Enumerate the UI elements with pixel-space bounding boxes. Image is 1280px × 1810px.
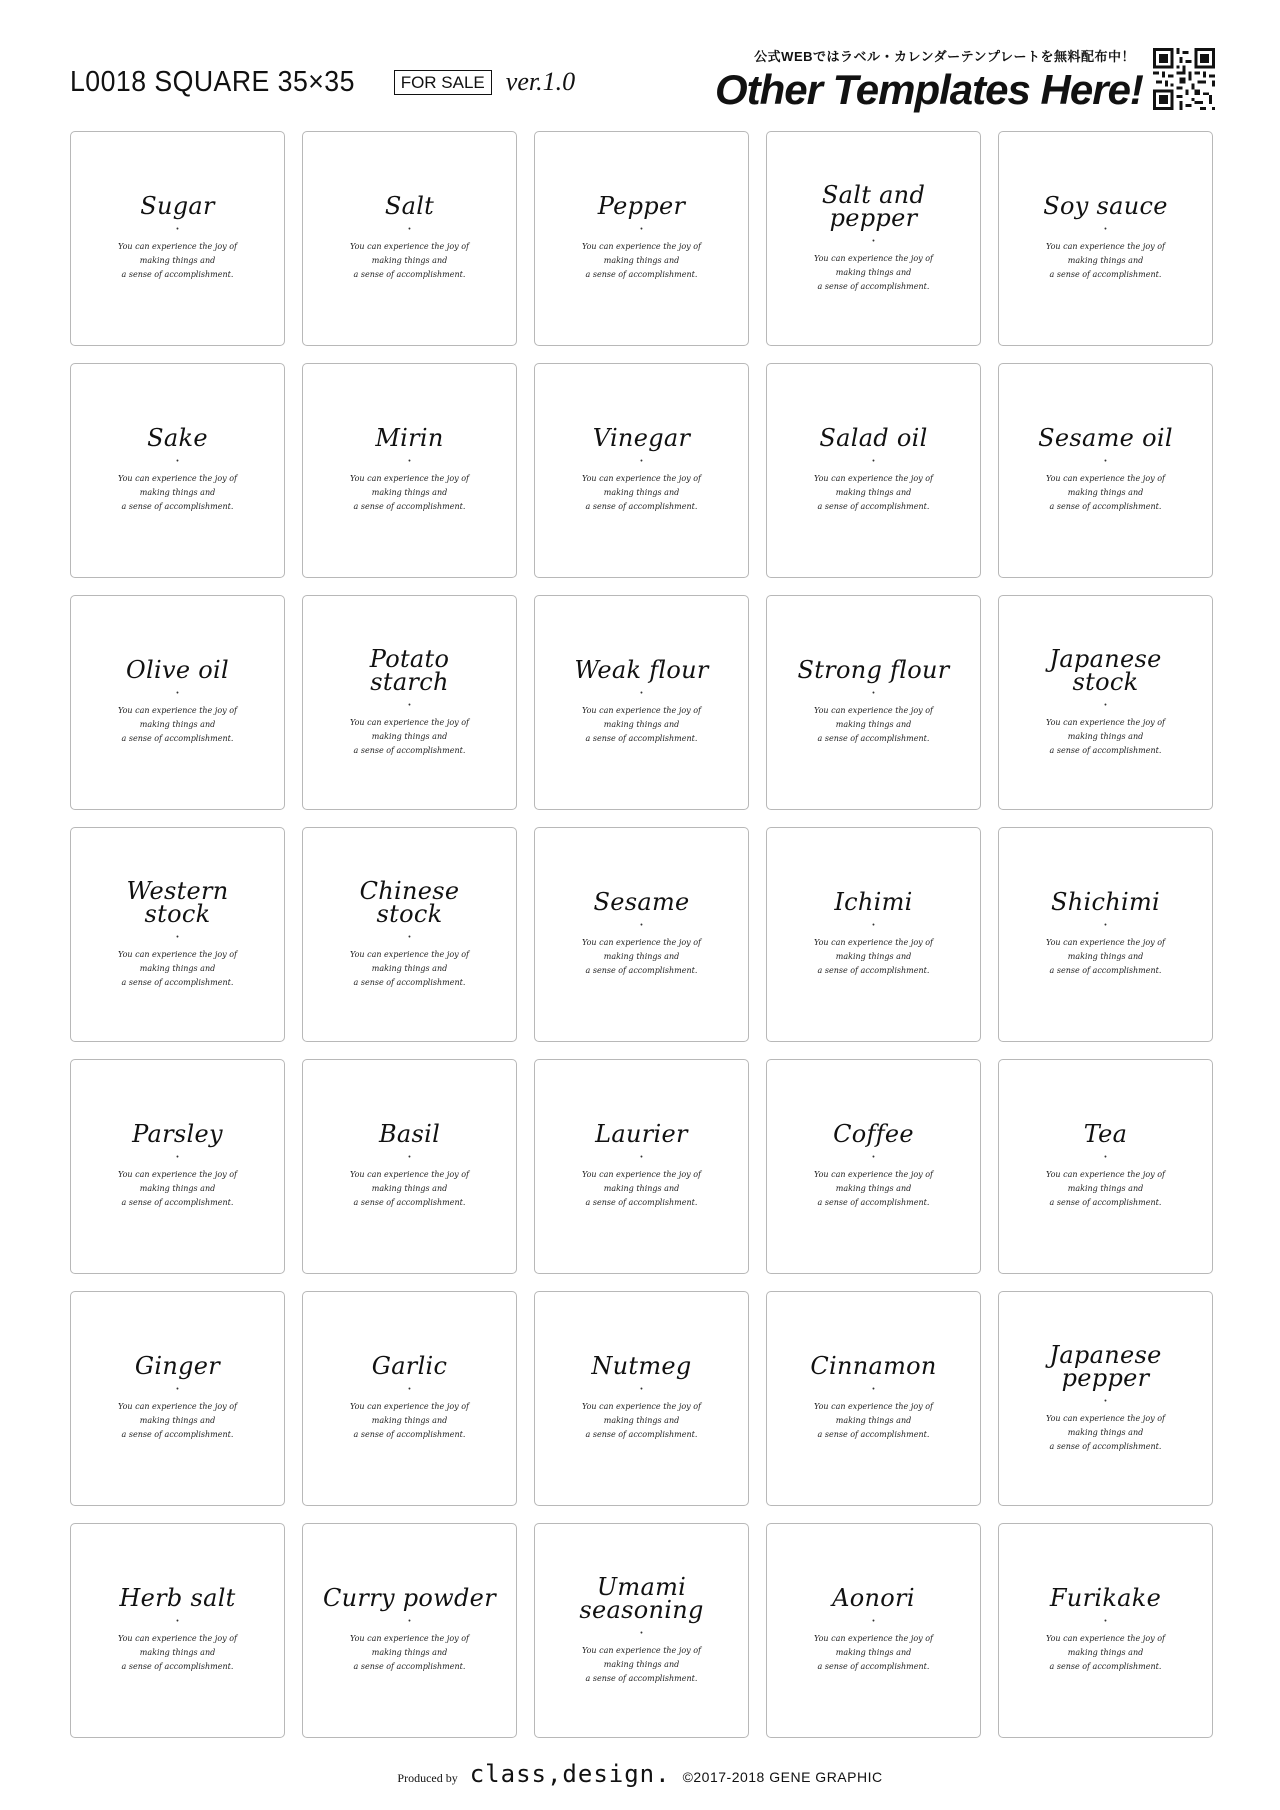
separator-dot: • <box>872 1154 875 1161</box>
label-name: Mirin <box>375 424 444 452</box>
separator-dot: • <box>1104 701 1107 709</box>
label-card-3[interactable] <box>534 131 749 346</box>
separator-dot: • <box>176 1618 179 1625</box>
label-description: You can experience the joy of making things and a sense of accomplishment. <box>582 1645 701 1683</box>
label-card-12[interactable] <box>302 595 517 810</box>
label-description: You can experience the joy of making things and a sense of accomplishment. <box>118 474 237 511</box>
separator-dot: • <box>408 226 411 233</box>
label-card-24[interactable] <box>766 1059 981 1274</box>
label-name: Curry powder <box>323 1584 496 1612</box>
label-card-18[interactable] <box>534 827 749 1042</box>
separator-dot: • <box>1104 922 1107 929</box>
label-description: You can experience the joy of making things and a sense of accomplishment. <box>582 474 701 511</box>
label-description: You can experience the joy of making things and a sense of accomplishment. <box>582 706 701 743</box>
separator-dot: • <box>176 458 179 465</box>
label-card-1[interactable] <box>70 131 285 346</box>
label-name: Strong flour <box>797 656 950 684</box>
label-name: Shichimi <box>1051 888 1160 916</box>
label-card-4[interactable] <box>766 131 981 346</box>
label-description: You can experience the joy of making things and a sense of accomplishment. <box>1046 1413 1165 1451</box>
label-card-23[interactable] <box>534 1059 749 1274</box>
separator-dot: • <box>408 933 411 941</box>
separator-dot: • <box>640 690 643 697</box>
label-card-35[interactable] <box>998 1523 1213 1738</box>
label-name: Sake <box>147 424 208 452</box>
label-description: You can experience the joy of making things and a sense of accomplishment. <box>1046 938 1165 975</box>
separator-dot: • <box>176 933 179 941</box>
promo-caption: 公式WEBではラベル・カレンダーテンプレートを無料配布中！ <box>754 49 1135 64</box>
label-name: Nutmeg <box>591 1352 692 1380</box>
label-description: You can experience the joy of making things and a sense of accomplishment. <box>350 474 469 511</box>
label-card-22[interactable] <box>302 1059 517 1274</box>
label-name: Coffee <box>833 1120 914 1148</box>
separator-dot: • <box>1104 1397 1107 1405</box>
label-name: Salad oil <box>819 424 928 452</box>
qr-code-icon[interactable] <box>1153 48 1215 110</box>
separator-dot: • <box>176 1386 179 1393</box>
label-description: You can experience the joy of making things and a sense of accomplishment. <box>118 706 237 743</box>
label-description: You can experience the joy of making things and a sense of accomplishment. <box>814 1634 933 1671</box>
label-description: You can experience the joy of making things and a sense of accomplishment. <box>350 949 469 987</box>
label-name: Pepper <box>597 192 686 220</box>
promo-link[interactable] <box>715 46 1143 113</box>
label-card-25[interactable] <box>998 1059 1213 1274</box>
label-description: You can experience the joy of making things and a sense of accomplishment. <box>582 1170 701 1207</box>
separator-dot: • <box>408 1618 411 1625</box>
label-card-11[interactable] <box>70 595 285 810</box>
label-name: Cinnamon <box>810 1352 937 1380</box>
label-description: You can experience the joy of making things and a sense of accomplishment. <box>1046 474 1165 511</box>
label-card-27[interactable] <box>302 1291 517 1506</box>
promo-headline: Other Templates Here! <box>715 66 1143 113</box>
label-card-34[interactable] <box>766 1523 981 1738</box>
separator-dot: • <box>1104 1618 1107 1625</box>
label-name: Olive oil <box>126 656 229 684</box>
label-description: You can experience the joy of making things and a sense of accomplishment. <box>118 1402 237 1439</box>
label-name: Laurier <box>595 1120 688 1148</box>
label-description: You can experience the joy of making things and a sense of accomplishment. <box>1046 242 1165 279</box>
separator-dot: • <box>872 237 875 245</box>
label-description: You can experience the joy of making things and a sense of accomplishment. <box>118 1634 237 1671</box>
label-grid <box>70 131 1213 1738</box>
label-description: You can experience the joy of making things and a sense of accomplishment. <box>814 1402 933 1439</box>
label-card-14[interactable] <box>766 595 981 810</box>
label-description: You can experience the joy of making things and a sense of accomplishment. <box>350 1634 469 1671</box>
separator-dot: • <box>1104 226 1107 233</box>
separator-dot: • <box>872 1618 875 1625</box>
copyright-text: ©2017-2018 GENE GRAPHIC <box>682 1769 883 1785</box>
label-card-2[interactable] <box>302 131 517 346</box>
separator-dot: • <box>640 226 643 233</box>
separator-dot: • <box>872 1386 875 1393</box>
separator-dot: • <box>640 458 643 465</box>
label-name: Salt and pepper <box>821 180 926 232</box>
label-name: Sesame oil <box>1038 424 1173 452</box>
label-description: You can experience the joy of making things and a sense of accomplishment. <box>814 938 933 975</box>
separator-dot: • <box>408 1154 411 1161</box>
label-card-13[interactable] <box>534 595 749 810</box>
separator-dot: • <box>640 1386 643 1393</box>
label-description: You can experience the joy of making things and a sense of accomplishment. <box>582 1402 701 1439</box>
label-description: You can experience the joy of making things and a sense of accomplishment. <box>814 1170 933 1207</box>
label-name: Basil <box>378 1120 441 1148</box>
label-name: Garlic <box>371 1352 448 1380</box>
separator-dot: • <box>640 1154 643 1161</box>
footer <box>0 1760 1280 1790</box>
version-label: ver.1.0 <box>505 67 576 96</box>
label-name: Ginger <box>134 1352 221 1380</box>
label-name: Potato starch <box>369 644 450 696</box>
label-card-31[interactable] <box>70 1523 285 1738</box>
label-card-10[interactable] <box>998 363 1213 578</box>
label-name: Soy sauce <box>1043 192 1168 220</box>
label-name: Sugar <box>140 192 215 220</box>
separator-dot: • <box>176 1154 179 1161</box>
label-description: You can experience the joy of making things and a sense of accomplishment. <box>814 474 933 511</box>
label-description: You can experience the joy of making things and a sense of accomplishment. <box>350 242 469 279</box>
separator-dot: • <box>1104 458 1107 465</box>
separator-dot: • <box>872 458 875 465</box>
produced-by-text: Produced by <box>397 1771 458 1785</box>
separator-dot: • <box>176 690 179 697</box>
label-card-5[interactable] <box>998 131 1213 346</box>
separator-dot: • <box>408 458 411 465</box>
separator-dot: • <box>408 701 411 709</box>
label-description: You can experience the joy of making things and a sense of accomplishment. <box>582 242 701 279</box>
label-card-21[interactable] <box>70 1059 285 1274</box>
label-name: Ichimi <box>834 888 913 916</box>
label-description: You can experience the joy of making things and a sense of accomplishment. <box>582 938 701 975</box>
label-name: Sesame <box>593 888 690 916</box>
label-card-20[interactable] <box>998 827 1213 1042</box>
label-name: Furikake <box>1049 1584 1162 1612</box>
label-description: You can experience the joy of making things and a sense of accomplishment. <box>814 706 933 743</box>
label-name: Japanese stock <box>1049 644 1162 696</box>
label-card-9[interactable] <box>766 363 981 578</box>
separator-dot: • <box>408 1386 411 1393</box>
separator-dot: • <box>176 226 179 233</box>
separator-dot: • <box>872 690 875 697</box>
label-card-17[interactable] <box>302 827 517 1042</box>
label-name: Herb salt <box>119 1584 236 1612</box>
label-name: Parsley <box>132 1120 223 1148</box>
for-sale-badge: FOR SALE <box>394 70 492 95</box>
label-description: You can experience the joy of making things and a sense of accomplishment. <box>350 1170 469 1207</box>
label-name: Salt <box>384 192 435 220</box>
header <box>0 0 1280 125</box>
separator-dot: • <box>872 922 875 929</box>
label-card-29[interactable] <box>766 1291 981 1506</box>
label-name: Vinegar <box>592 424 691 452</box>
label-card-30[interactable] <box>998 1291 1213 1506</box>
label-card-15[interactable] <box>998 595 1213 810</box>
label-card-33[interactable] <box>534 1523 749 1738</box>
separator-dot: • <box>1104 1154 1107 1161</box>
label-card-16[interactable] <box>70 827 285 1042</box>
label-description: You can experience the joy of making things and a sense of accomplishment. <box>814 253 933 291</box>
label-card-28[interactable] <box>534 1291 749 1506</box>
label-card-8[interactable] <box>534 363 749 578</box>
label-card-7[interactable] <box>302 363 517 578</box>
label-description: You can experience the joy of making things and a sense of accomplishment. <box>118 242 237 279</box>
label-name: Western stock <box>126 876 229 928</box>
label-description: You can experience the joy of making things and a sense of accomplishment. <box>350 1402 469 1439</box>
label-name: Tea <box>1083 1120 1128 1148</box>
label-description: You can experience the joy of making things and a sense of accomplishment. <box>1046 1634 1165 1671</box>
label-card-6[interactable] <box>70 363 285 578</box>
separator-dot: • <box>640 922 643 929</box>
title-row <box>70 62 575 102</box>
label-description: You can experience the joy of making things and a sense of accomplishment. <box>1046 1170 1165 1207</box>
brand-logo: class,design. <box>469 1760 671 1788</box>
page-title: L0018 SQUARE 35×35 <box>70 65 355 98</box>
separator-dot: • <box>640 1629 643 1637</box>
label-card-32[interactable] <box>302 1523 517 1738</box>
label-description: You can experience the joy of making things and a sense of accomplishment. <box>118 1170 237 1207</box>
label-description: You can experience the joy of making things and a sense of accomplishment. <box>118 949 237 987</box>
label-description: You can experience the joy of making things and a sense of accomplishment. <box>350 717 469 755</box>
label-name: Umami seasoning <box>579 1572 704 1624</box>
label-card-19[interactable] <box>766 827 981 1042</box>
label-name: Chinese stock <box>359 876 460 928</box>
label-name: Weak flour <box>574 656 709 684</box>
label-card-26[interactable] <box>70 1291 285 1506</box>
label-description: You can experience the joy of making things and a sense of accomplishment. <box>1046 717 1165 755</box>
label-name: Japanese pepper <box>1049 1340 1162 1392</box>
label-name: Aonori <box>832 1584 915 1612</box>
